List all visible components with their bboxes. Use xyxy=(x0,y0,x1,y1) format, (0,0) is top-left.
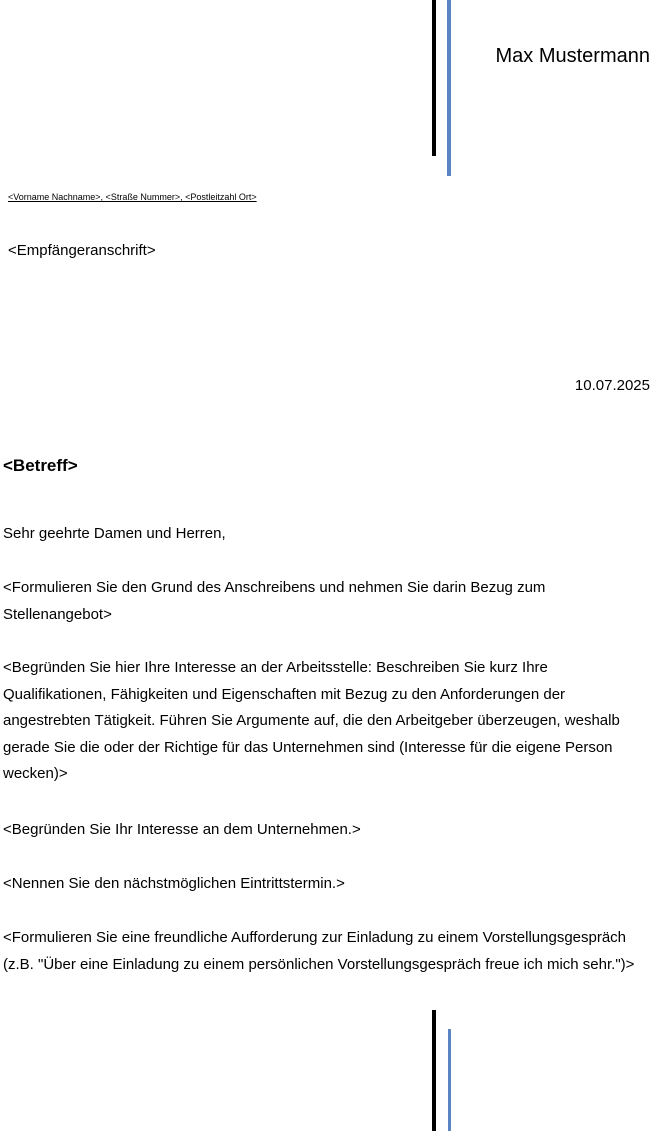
paragraph-start-date: <Nennen Sie den nächstmöglichen Eintrittstermin.> xyxy=(3,875,345,892)
letter-date: 10.07.2025 xyxy=(574,377,650,394)
sender-name-heading: Max Mustermann xyxy=(495,45,650,67)
decorative-blue-bar-bottom xyxy=(448,1029,451,1131)
paragraph-company-interest: <Begründen Sie Ihr Interesse an dem Unternehmen.> xyxy=(3,821,361,838)
recipient-address: <Empfängeranschrift> xyxy=(8,242,156,259)
decorative-blue-bar-top xyxy=(447,0,451,176)
paragraph-interview-request: <Formulieren Sie eine freundliche Aufforderung zur Einladung zu einem Vorstellungsgespräch (z.B. "Über eine Einladung zu einem persönlichen Vorstellungsgespräch freue ich mich sehr.")> xyxy=(3,929,635,973)
salutation: Sehr geehrte Damen und Herren, xyxy=(3,525,226,542)
paragraph-qualifications: <Begründen Sie hier Ihre Interesse an der Arbeitsstelle: Beschreiben Sie kurz Ihre Qualifikationen, Fähigkeiten und Eigenschaften mit Bezug zu den Anforderungen der angestrebten Tätigkeit. Führen Sie Argumente auf, die den Arbeitgeber überzeugen, weshalb gerade Sie die oder der Richtige für das Unternehmen sind (Interesse für die eigene Person wecken)> xyxy=(3,659,620,782)
paragraph-reason: <Formulieren Sie den Grund des Anschreibens und nehmen Sie darin Bezug zum Stellenangebot> xyxy=(3,579,546,623)
decorative-black-bar-bottom xyxy=(432,1010,436,1131)
sender-address-line: <Vorname Nachname>, <Straße Nummer>, <Postleitzahl Ort> xyxy=(8,192,257,202)
letter-subject: <Betreff> xyxy=(3,456,78,475)
decorative-black-bar-top xyxy=(432,0,436,156)
